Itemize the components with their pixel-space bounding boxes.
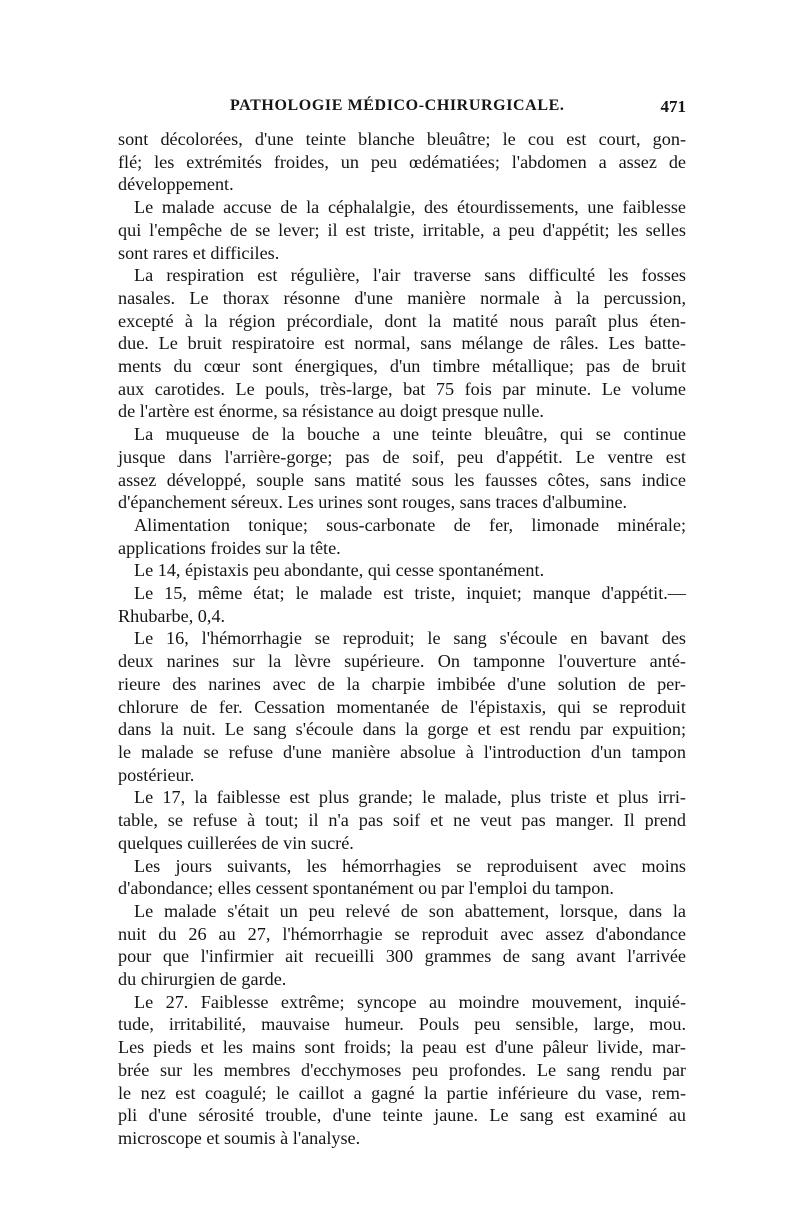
text-line: flé; les extrémités froides, un peu œdématiées; l'abdomen a assez de [118,151,686,172]
text-line: sont décolorées, d'une teinte blanche bleuâtre; le cou est court, gon- [118,129,686,149]
text-line: nuit du 26 au 27, l'hémorrhagie se reproduit avec assez d'abondance [118,923,686,944]
text-line: le malade se refuse d'une manière absolue à l'introduction d'un tampon [118,741,686,762]
text-line: qui l'empêche de se lever; il est triste, irritable, a peu d'appétit; les selles [118,219,686,240]
text-line: jusque dans l'arrière-gorge; pas de soif, peu d'appétit. Le ventre est [118,446,686,467]
text-line: La muqueuse de la bouche a une teinte bleuâtre, qui se continue [134,424,686,445]
text-line: La respiration est régulière, l'air traverse sans difficulté les fosses [134,265,686,286]
text-line: Rhubarbe, 0,4. [118,605,226,626]
text-line: Le 14, épistaxis peu abondante, qui cesse spontanément. [134,560,545,581]
text-line: Le malade accuse de la céphalalgie, des étourdissements, une faiblesse [134,197,686,218]
text-line: ments du cœur sont énergiques, d'un timbre métallique; pas de bruit [118,356,686,377]
text-line: du chirurgien de garde. [118,969,287,990]
text-line: de l'artère est énorme, sa résistance au doigt presque nulle. [118,401,544,422]
text-line: Les pieds et les mains sont froids; la peau est d'une pâleur livide, mar- [118,1037,686,1058]
text-line: chlorure de fer. Cessation momentanée de l'épistaxis, qui se reproduit [118,696,686,717]
text-line: excepté à la région précordiale, dont la matité nous paraît plus éten- [118,310,686,331]
text-line: Le 27. Faiblesse extrême; syncope au moindre mouvement, inquié- [134,991,686,1012]
text-line: assez développé, souple sans matité sous les fausses côtes, sans indice [118,469,686,490]
text-line: Les jours suivants, les hémorrhagies se reproduisent avec moins [134,855,686,876]
text-line: brée sur les membres d'ecchymoses peu profondes. Le sang rendu par [118,1059,686,1080]
text-line: Le 16, l'hémorrhagie se reproduit; le sang s'écoule en bavant des [134,628,686,649]
text-line: d'abondance; elles cessent spontanément ou par l'emploi du tampon. [118,878,614,899]
text-line: microscope et soumis à l'analyse. [118,1127,361,1148]
text-line: développement. [118,174,234,195]
text-line: nasales. Le thorax résonne d'une manière normale à la percussion, [118,287,686,308]
text-line: applications froides sur la tête. [118,537,341,558]
running-title: PATHOLOGIE MÉDICO-CHIRURGICALE. [230,97,565,114]
text-line: due. Le bruit respiratoire est normal, sans mélange de râles. Les batte- [118,333,686,354]
text-line: aux carotides. Le pouls, très-large, bat 75 fois par minute. Le volume [118,378,686,399]
text-line: sont rares et difficiles. [118,242,280,263]
text-line: Alimentation tonique; sous-carbonate de fer, limonade minérale; [134,514,686,535]
page-number: 471 [660,97,686,116]
text-line: pli d'une sérosité trouble, d'une teinte jaune. Le sang est examiné au [118,1105,686,1126]
text-line: deux narines sur la lèvre supérieure. On tamponne l'ouverture anté- [118,651,686,672]
running-header [118,97,686,119]
text-line: tude, irritabilité, mauvaise humeur. Pouls peu sensible, large, mou. [118,1014,686,1035]
text-line: postérieur. [118,764,195,785]
text-line: d'épanchement séreux. Les urines sont rouges, sans traces d'albumine. [118,492,628,513]
text-line: rieure des narines avec de la charpie imbibée d'une solution de per- [118,673,686,694]
text-line: quelques cuillerées de vin sucré. [118,832,354,853]
text-line: table, se refuse à tout; il n'a pas soif et ne veut pas manger. Il prend [118,810,686,831]
text-line: Le 17, la faiblesse est plus grande; le malade, plus triste et plus irri- [134,787,686,808]
body-text [118,128,686,1150]
text-line: Le 15, même état; le malade est triste, inquiet; manque d'appétit.— [134,583,686,604]
text-line: dans la nuit. Le sang s'écoule dans la gorge et est rendu par expuition; [118,719,686,740]
text-line: pour que l'infirmier ait recueilli 300 grammes de sang avant l'arrivée [118,946,686,967]
text-line: Le malade s'était un peu relevé de son abattement, lorsque, dans la [134,900,686,921]
text-line: le nez est coagulé; le caillot a gagné la partie inférieure du vase, rem- [118,1082,686,1103]
